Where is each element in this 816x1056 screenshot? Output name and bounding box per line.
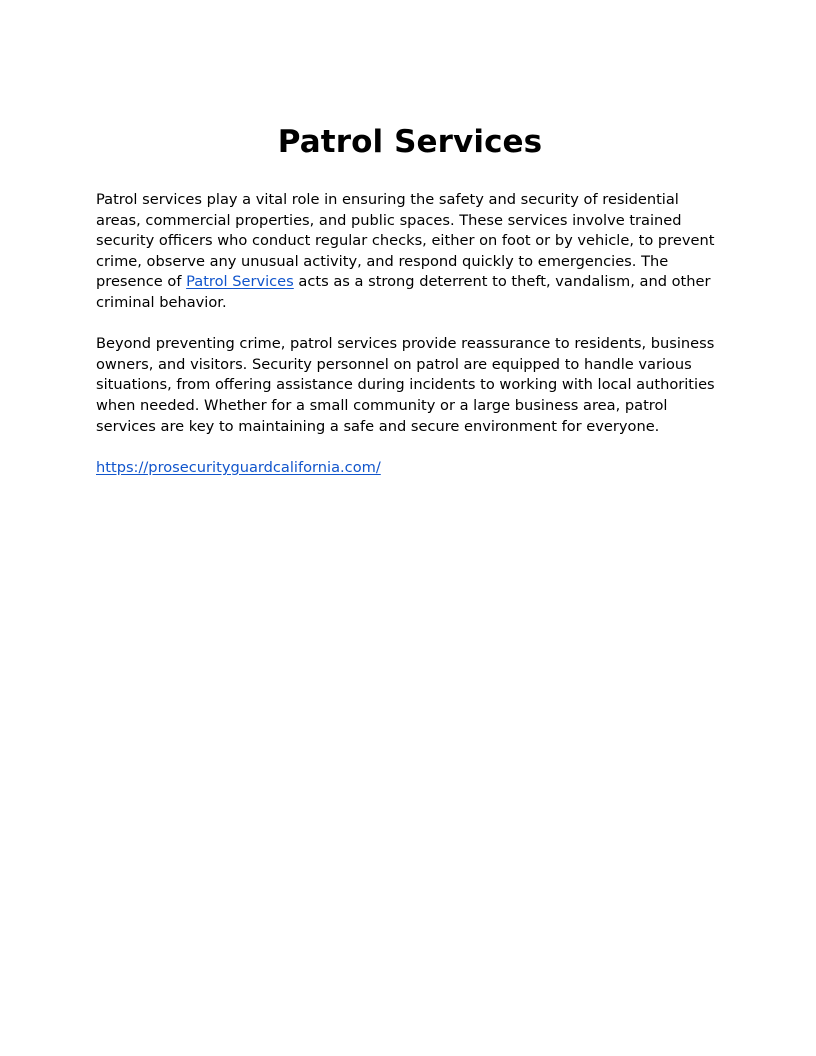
paragraph-reassurance: Beyond preventing crime, patrol services provide reassurance to residents, business owners, and visitors. Security personnel on patrol are equipped to handle various situations, from offering assistance during incidents to working with local authorities when needed. Whether for a small community or a large business area, patrol services are key to maintaining a safe and secure environment for everyone. xyxy=(96,335,715,435)
patrol-services-link[interactable]: Patrol Services xyxy=(186,273,294,291)
paragraph-intro-text-after: acts as a strong deterrent to theft, vandalism, and other criminal behavior. xyxy=(96,273,711,311)
paragraph-intro xyxy=(96,190,724,314)
document-body xyxy=(96,118,724,478)
website-url-link[interactable]: https://prosecurityguardcalifornia.com/ xyxy=(96,458,381,476)
page-title: Patrol Services xyxy=(277,124,543,160)
paragraph-intro-text-before: Patrol services play a vital role in ensuring the safety and security of residential areas, commercial properties, and public spaces. These services involve trained security officers who conduct regular checks, either on foot or by vehicle, to prevent crime, observe any unusual activity, and respond quickly to emergencies. The presence of xyxy=(96,191,715,291)
url-paragraph xyxy=(96,458,724,479)
